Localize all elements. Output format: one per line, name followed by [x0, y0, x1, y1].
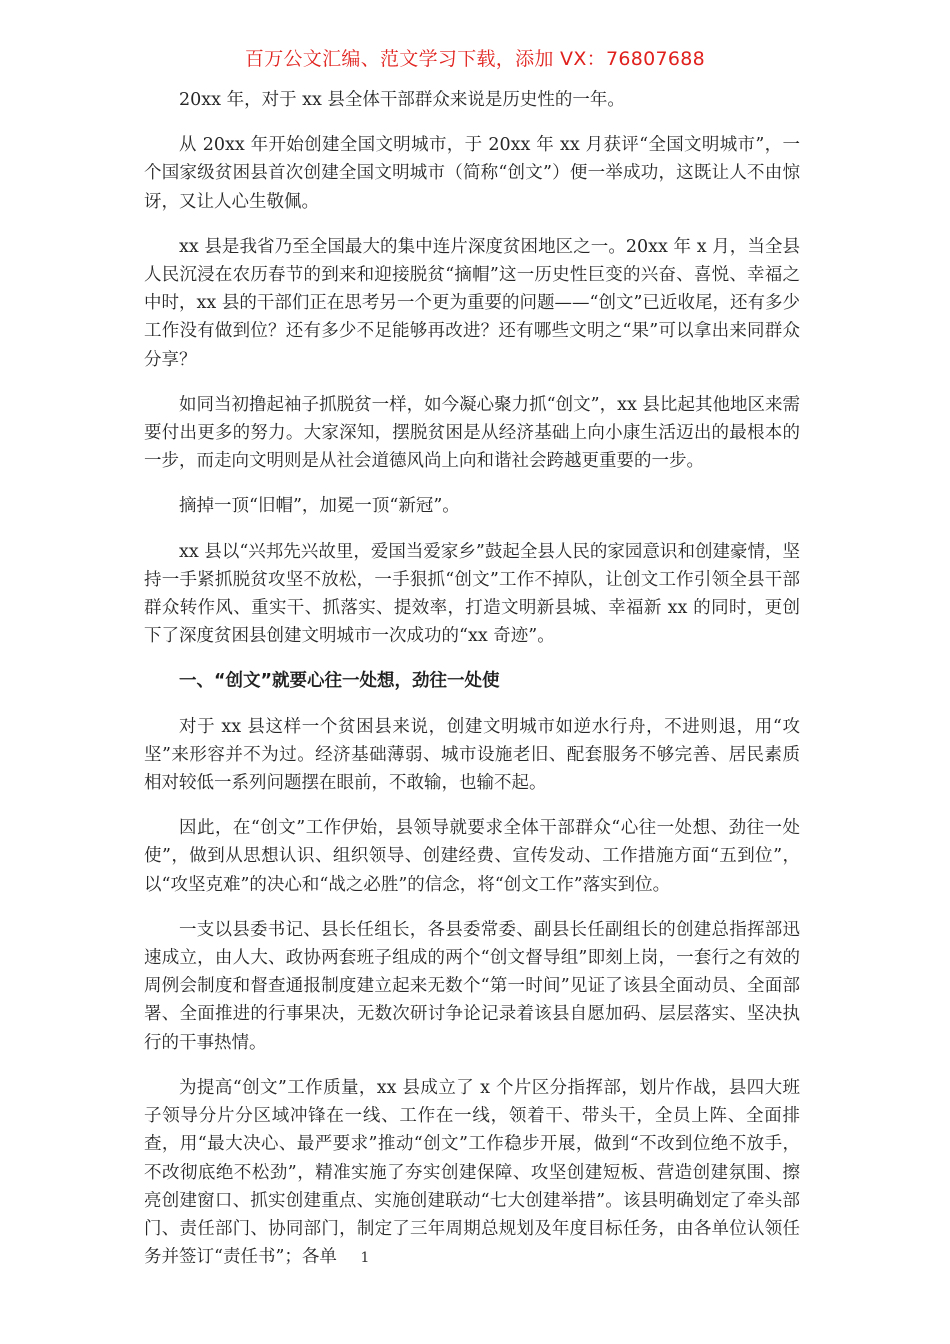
page-number: 1: [360, 1250, 370, 1266]
body-paragraph: 因此，在“创文”工作伊始，县领导就要求全体干部群众“心往一处想、劲往一处使”，做到从思想认识、组织领导、创建经费、宣传发动、工作措施方面“五到位”，以“攻坚克难”的决心和“战之必胜”的信念，将“创文工作”落实到位。: [144, 818, 800, 895]
body-paragraph: 从 20xx 年开始创建全国文明城市，于 20xx 年 xx 月获评“全国文明城市”，一个国家级贫困县首次创建全国文明城市（简称“创文”）便一举成功，这既让人不由惊讶，又让人心生敬佩。: [144, 135, 800, 212]
body-paragraph: xx 县是我省乃至全国最大的集中连片深度贫困地区之一。20xx 年 x 月，当全县人民沉浸在农历春节的到来和迎接脱贫“摘帽”这一历史性巨变的兴奋、喜悦、幸福之中时，xx 县的干部们正在思考另一个更为重要的问题——“创文”已近收尾，还有多少工作没有做到位？还有多少不足能够再改进？还有哪些文明之“果”可以拿出来同群众分享？: [144, 236, 800, 370]
body-paragraph: 如同当初撸起袖子抓脱贫一样，如今凝心聚力抓“创文”，xx 县比起其他地区来需要付出更多的努力。大家深知，摆脱贫困是从经济基础上向小康生活迈出的最根本的一步，而走向文明则是从社会道德风尚上向和谐社会跨越更重要的一步。: [144, 394, 800, 472]
body-paragraph: 一支以县委书记、县长任组长，各县委常委、副县长任副组长的创建总指挥部迅速成立，由人大、政协两套班子组成的两个“创文督导组”即刻上岗，一套行之有效的周例会制度和督查通报制度建立起来无数个“第一时间”见证了该县全面动员、全面部署、全面推进的行事果决，无数次研讨争论记录着该县自愿加码、层层落实、坚决执行的干事热情。: [144, 919, 800, 1053]
body-paragraph: 为提高“创文”工作质量，xx 县成立了 x 个片区分指挥部，划片作战，县四大班子领导分片分区域冲锋在一线、工作在一线，领着干、带头干，全员上阵、全面排查，用“最大决心、最严要求”推动“创文”工作稳步开展，做到“不改到位绝不放手，不改彻底绝不松劲”，精准实施了夯实创建保障、攻坚创建短板、营造创建氛围、擦亮创建窗口、抓实创建重点、实施创建联动“七大创建举措”。该县明确划定了牵头部门、责任部门、协同部门，制定了三年周期总规划及年度目标任务，由各单位认领任务并签订“责任书”；各单: [144, 1077, 800, 1268]
body-paragraph: 对于 xx 县这样一个贫困县来说，创建文明城市如逆水行舟，不进则退，用“攻坚”来形容并不为过。经济基础薄弱、城市设施老旧、配套服务不够完善、居民素质相对较低一系列问题摆在眼前，不敢输，也输不起。: [144, 716, 800, 794]
body-paragraph: 摘掉一顶“旧帽”，加冕一顶“新冠”。: [179, 496, 460, 517]
section-heading: 一、“创文”就要心往一处想，劲往一处使: [179, 671, 500, 692]
body-paragraph: 20xx 年，对于 xx 县全体干部群众来说是历史性的一年。: [179, 90, 625, 110]
promo-header-banner: 百万公文汇编、范文学习下载，添加 VX：76807688: [244, 48, 706, 70]
document-body: [144, 86, 800, 1288]
body-paragraph: xx 县以“兴邦先兴故里，爱国当爱家乡”鼓起全县人民的家园意识和创建豪情，坚持一手紧抓脱贫攻坚不放松，一手狠抓“创文”工作不掉队，让创文工作引领全县干部群众转作风、重实干、抓落实、提效率，打造文明新县城、幸福新 xx 的同时，更创下了深度贫困县创建文明城市一次成功的“xx 奇迹”。: [144, 541, 800, 647]
